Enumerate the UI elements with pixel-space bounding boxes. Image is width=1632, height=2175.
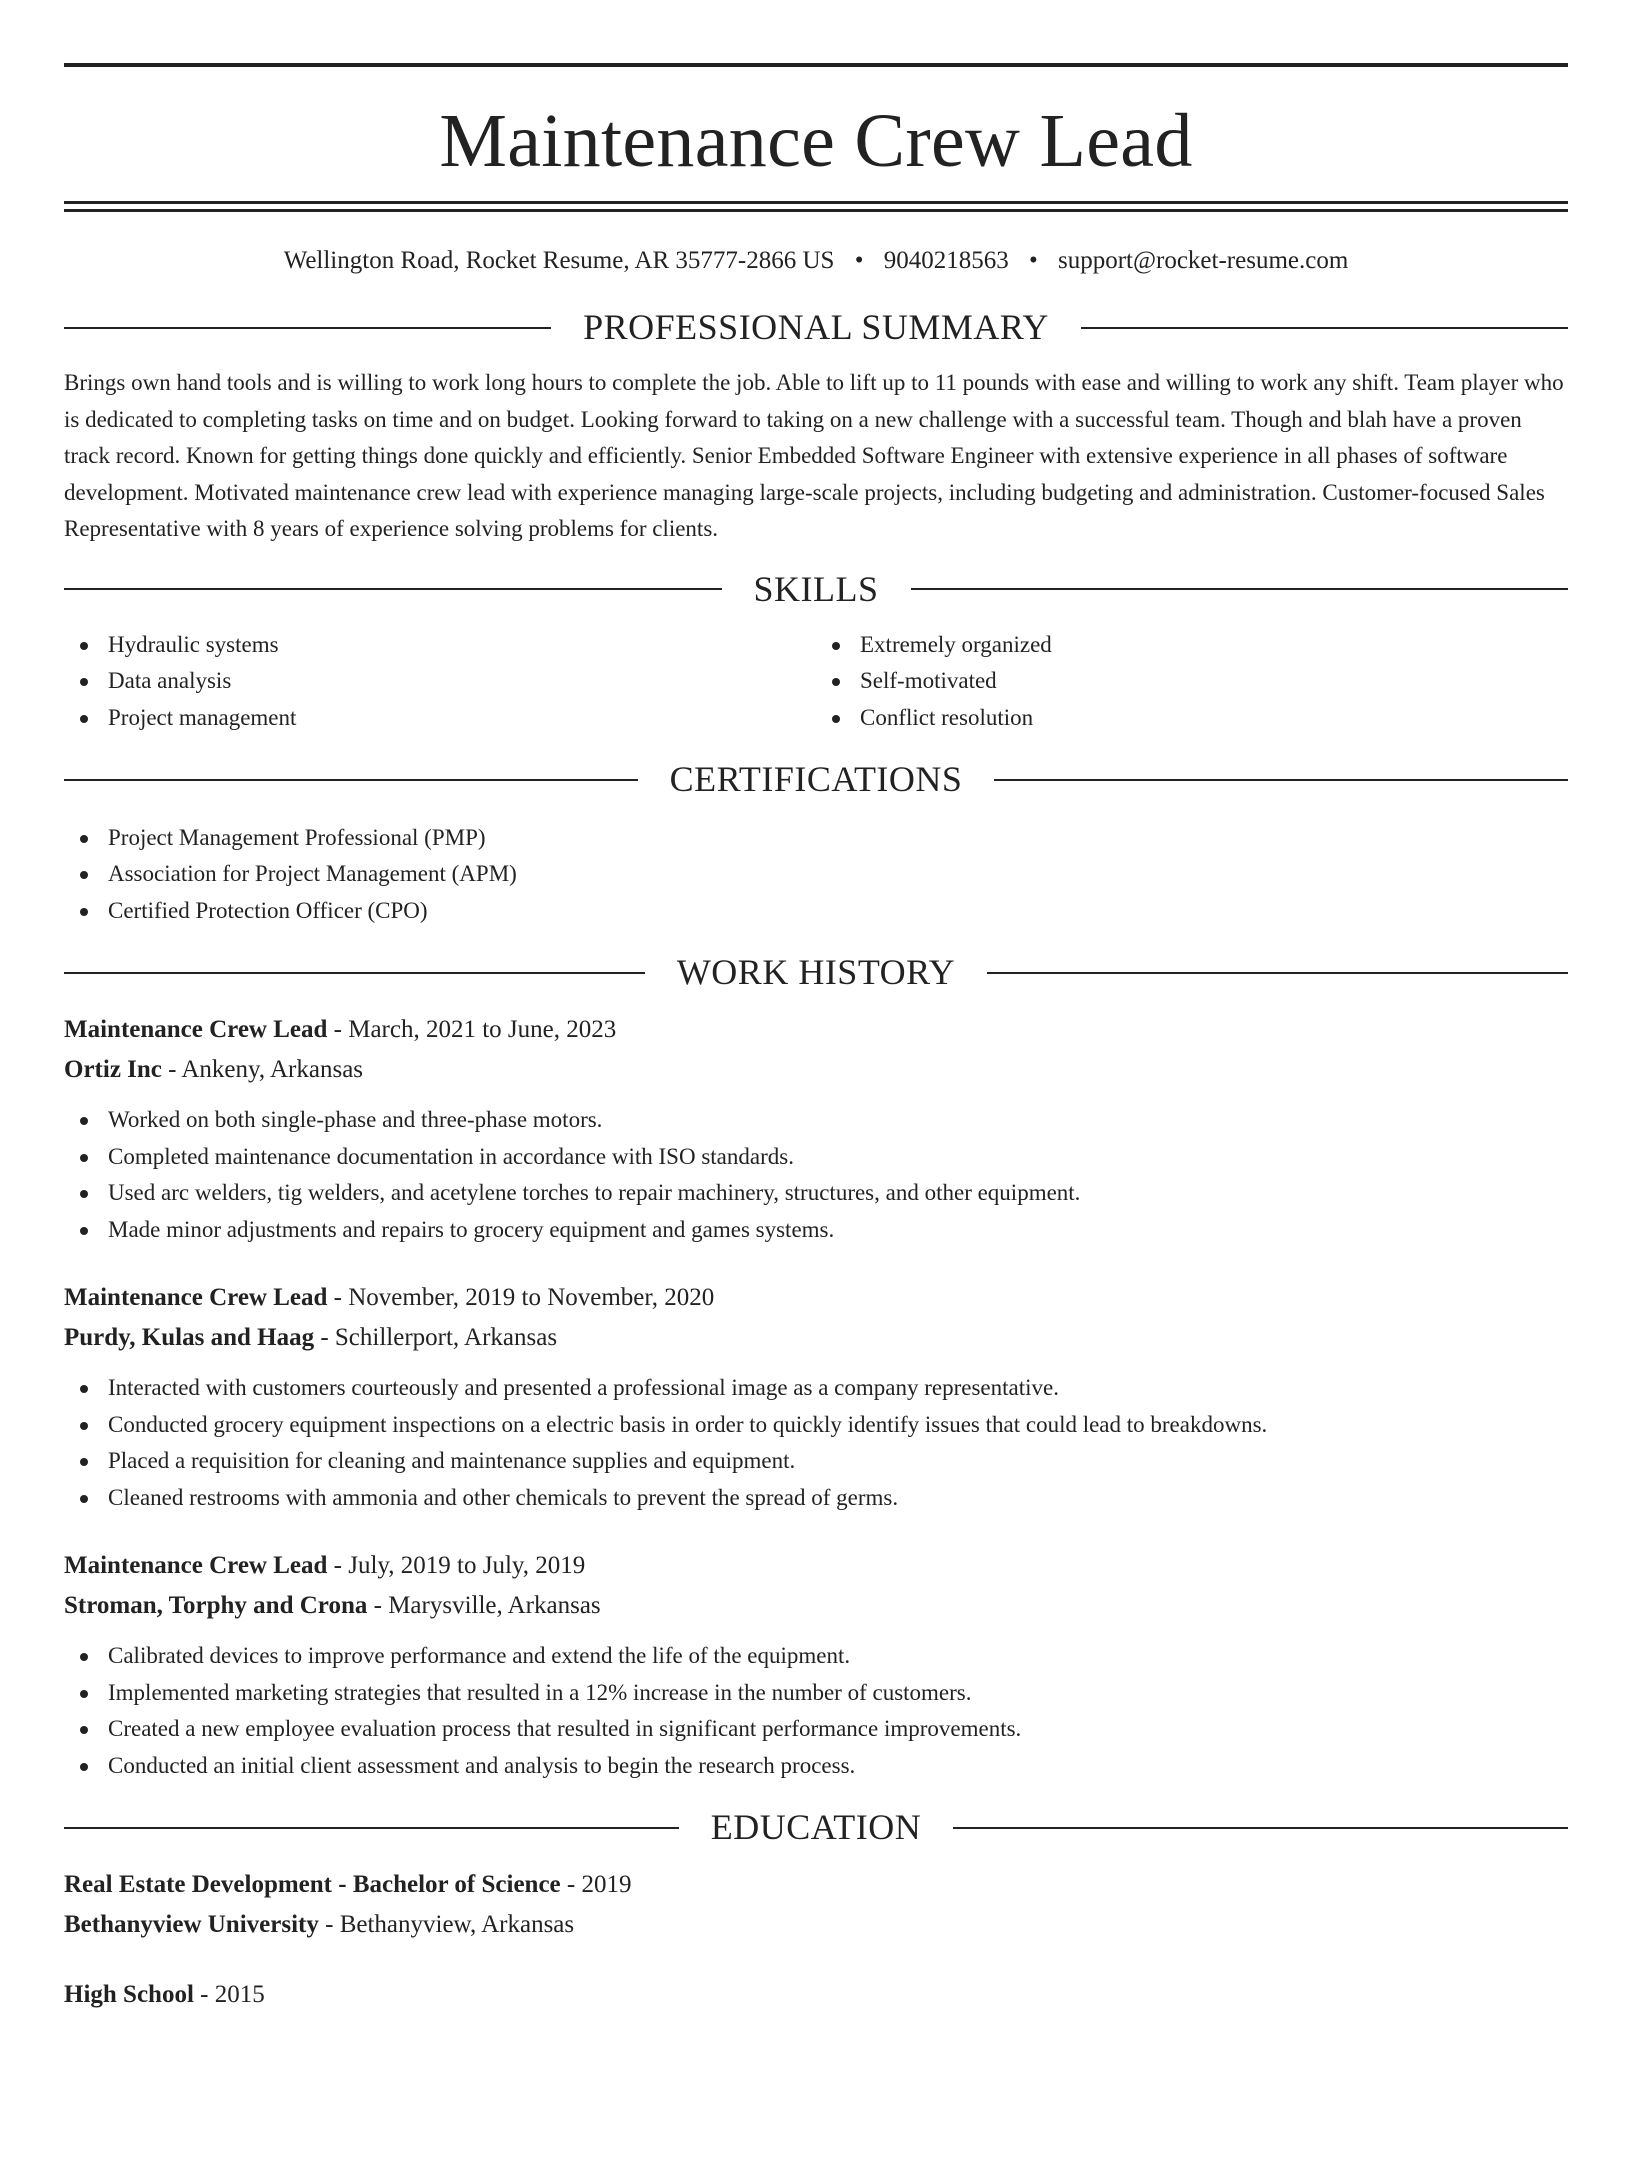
section-heading-skills (64, 568, 1568, 611)
section-heading-summary (64, 306, 1568, 349)
education-degree-line: Real Estate Development - Bachelor of Science - 2019 (64, 1871, 632, 1899)
heading-rule (953, 1827, 1568, 1829)
job-dates: November, 2019 to November, 2020 (348, 1284, 715, 1312)
section-title: WORK HISTORY (676, 952, 956, 993)
contact-line (64, 246, 1568, 276)
job-duty: Completed maintenance documentation in accordance with ISO standards. (64, 1139, 1568, 1176)
job-title-line: Maintenance Crew Lead - March, 2021 to June, 2023 (64, 1016, 617, 1044)
skills-list (64, 627, 1568, 737)
job-location: Ankeny, Arkansas (181, 1056, 364, 1084)
heading-rule (987, 972, 1568, 974)
heading-rule (64, 779, 638, 781)
resume-page (0, 63, 1632, 2175)
section-title: SKILLS (753, 568, 879, 609)
work-entry (64, 1010, 1568, 1248)
skill-item: Project management (64, 700, 816, 737)
job-duty: Placed a requisition for cleaning and maintenance supplies and equipment. (64, 1443, 1568, 1480)
job-title-line: Maintenance Crew Lead - November, 2019 to November, 2020 (64, 1284, 715, 1312)
job-duty: Created a new employee evaluation process that resulted in significant performance improvements. (64, 1711, 1568, 1748)
job-duty: Conducted an initial client assessment and analysis to begin the research process. (64, 1748, 1568, 1785)
job-dates: July, 2019 to July, 2019 (348, 1552, 586, 1580)
work-entry (64, 1278, 1568, 1516)
education-degree: High School (64, 1981, 194, 2009)
section-heading-education (64, 1806, 1568, 1849)
education-year: 2019 (581, 1871, 632, 1899)
heading-rule (911, 588, 1569, 590)
job-duty: Calibrated devices to improve performance and extend the life of the equipment. (64, 1638, 1568, 1675)
section-title: CERTIFICATIONS (669, 759, 963, 800)
job-duty: Used arc welders, tig welders, and acetylene torches to repair machinery, structures, and other equipment. (64, 1175, 1568, 1212)
job-company: Ortiz Inc (64, 1056, 162, 1084)
contact-email[interactable]: support@rocket-resume.com (1057, 247, 1349, 274)
education-entry (64, 1975, 1568, 2015)
job-title: Maintenance Crew Lead (64, 1552, 328, 1580)
job-duty: Made minor adjustments and repairs to grocery equipment and games systems. (64, 1212, 1568, 1249)
certification-item: Certified Protection Officer (CPO) (64, 893, 1568, 930)
skill-item: Data analysis (64, 663, 816, 700)
skills-column-right (816, 627, 1568, 737)
job-title-line: Maintenance Crew Lead - July, 2019 to July, 2019 (64, 1552, 586, 1580)
job-company: Stroman, Torphy and Crona (64, 1592, 368, 1620)
job-title: Maintenance Crew Lead (64, 1016, 328, 1044)
job-company: Purdy, Kulas and Haag (64, 1324, 315, 1352)
skill-item: Extremely organized (816, 627, 1568, 664)
job-duty: Worked on both single-phase and three-phase motors. (64, 1102, 1568, 1139)
education-degree: Real Estate Development - Bachelor of Science (64, 1871, 561, 1899)
top-rule (64, 63, 1568, 67)
summary-text: Brings own hand tools and is willing to work long hours to complete the job. Able to lift up to 11 pounds with ease and willing to work any shift. Team player who is dedicated to completing tasks on time and on budget. Looking forward to taking on a new challenge with a successful team. Though and blah have a proven track record. Known for getting things done quickly and efficiently. Senior Embedded Software Engineer with extensive experience in all phases of software development. Motivated maintenance crew lead with experience managing large-scale projects, including budgeting and administration. Customer-focused Sales Representative with 8 years of experience solving problems for clients. (64, 370, 1564, 542)
education-school-line: Bethanyview University - Bethanyview, Arkansas (64, 1911, 575, 1939)
certification-item: Project Management Professional (PMP) (64, 820, 1568, 857)
job-location: Schillerport, Arkansas (334, 1324, 558, 1352)
work-entry (64, 1546, 1568, 1784)
skills-column-left (64, 627, 816, 737)
job-duty: Conducted grocery equipment inspections on a electric basis in order to quickly identify issues that could lead to breakdowns. (64, 1407, 1568, 1444)
heading-rule (64, 1827, 679, 1829)
contact-address: Wellington Road, Rocket Resume, AR 35777-2866 US (283, 247, 835, 274)
education-location: Bethanyview, Arkansas (339, 1911, 575, 1939)
title-double-rule (64, 201, 1568, 212)
education-entry (64, 1865, 1568, 1945)
section-title: EDUCATION (710, 1807, 922, 1848)
job-duties (64, 1638, 1568, 1784)
job-duties (64, 1370, 1568, 1516)
skill-item: Self-motivated (816, 663, 1568, 700)
job-duty: Implemented marketing strategies that resulted in a 12% increase in the number of customers. (64, 1675, 1568, 1712)
resume-title: Maintenance Crew Lead (439, 99, 1193, 183)
job-title: Maintenance Crew Lead (64, 1284, 328, 1312)
heading-rule (64, 972, 645, 974)
education-degree-line: High School - 2015 (64, 1981, 265, 2009)
job-company-line: Ortiz Inc - Ankeny, Arkansas (64, 1056, 364, 1084)
skill-item: Conflict resolution (816, 700, 1568, 737)
certifications-list (64, 820, 1568, 930)
job-duty: Interacted with customers courteously and presented a professional image as a company representative. (64, 1370, 1568, 1407)
section-heading-work-history (64, 951, 1568, 994)
heading-rule (1081, 327, 1568, 329)
job-location: Marysville, Arkansas (388, 1592, 601, 1620)
skill-item: Hydraulic systems (64, 627, 816, 664)
job-company-line: Purdy, Kulas and Haag - Schillerport, Arkansas (64, 1324, 558, 1352)
heading-rule (64, 327, 551, 329)
contact-phone[interactable]: 9040218563 (883, 247, 1009, 274)
job-company-line: Stroman, Torphy and Crona - Marysville, Arkansas (64, 1592, 601, 1620)
job-duty: Cleaned restrooms with ammonia and other chemicals to prevent the spread of germs. (64, 1480, 1568, 1517)
job-dates: March, 2021 to June, 2023 (348, 1016, 617, 1044)
section-heading-certifications (64, 758, 1568, 801)
heading-rule (994, 779, 1568, 781)
education-school: Bethanyview University (64, 1911, 319, 1939)
job-duties (64, 1102, 1568, 1248)
contact-separator: • (854, 247, 864, 274)
heading-rule (64, 588, 722, 590)
education-year: 2015 (214, 1981, 265, 2009)
certification-item: Association for Project Management (APM) (64, 856, 1568, 893)
section-title: PROFESSIONAL SUMMARY (583, 307, 1049, 347)
contact-separator: • (1028, 247, 1038, 274)
